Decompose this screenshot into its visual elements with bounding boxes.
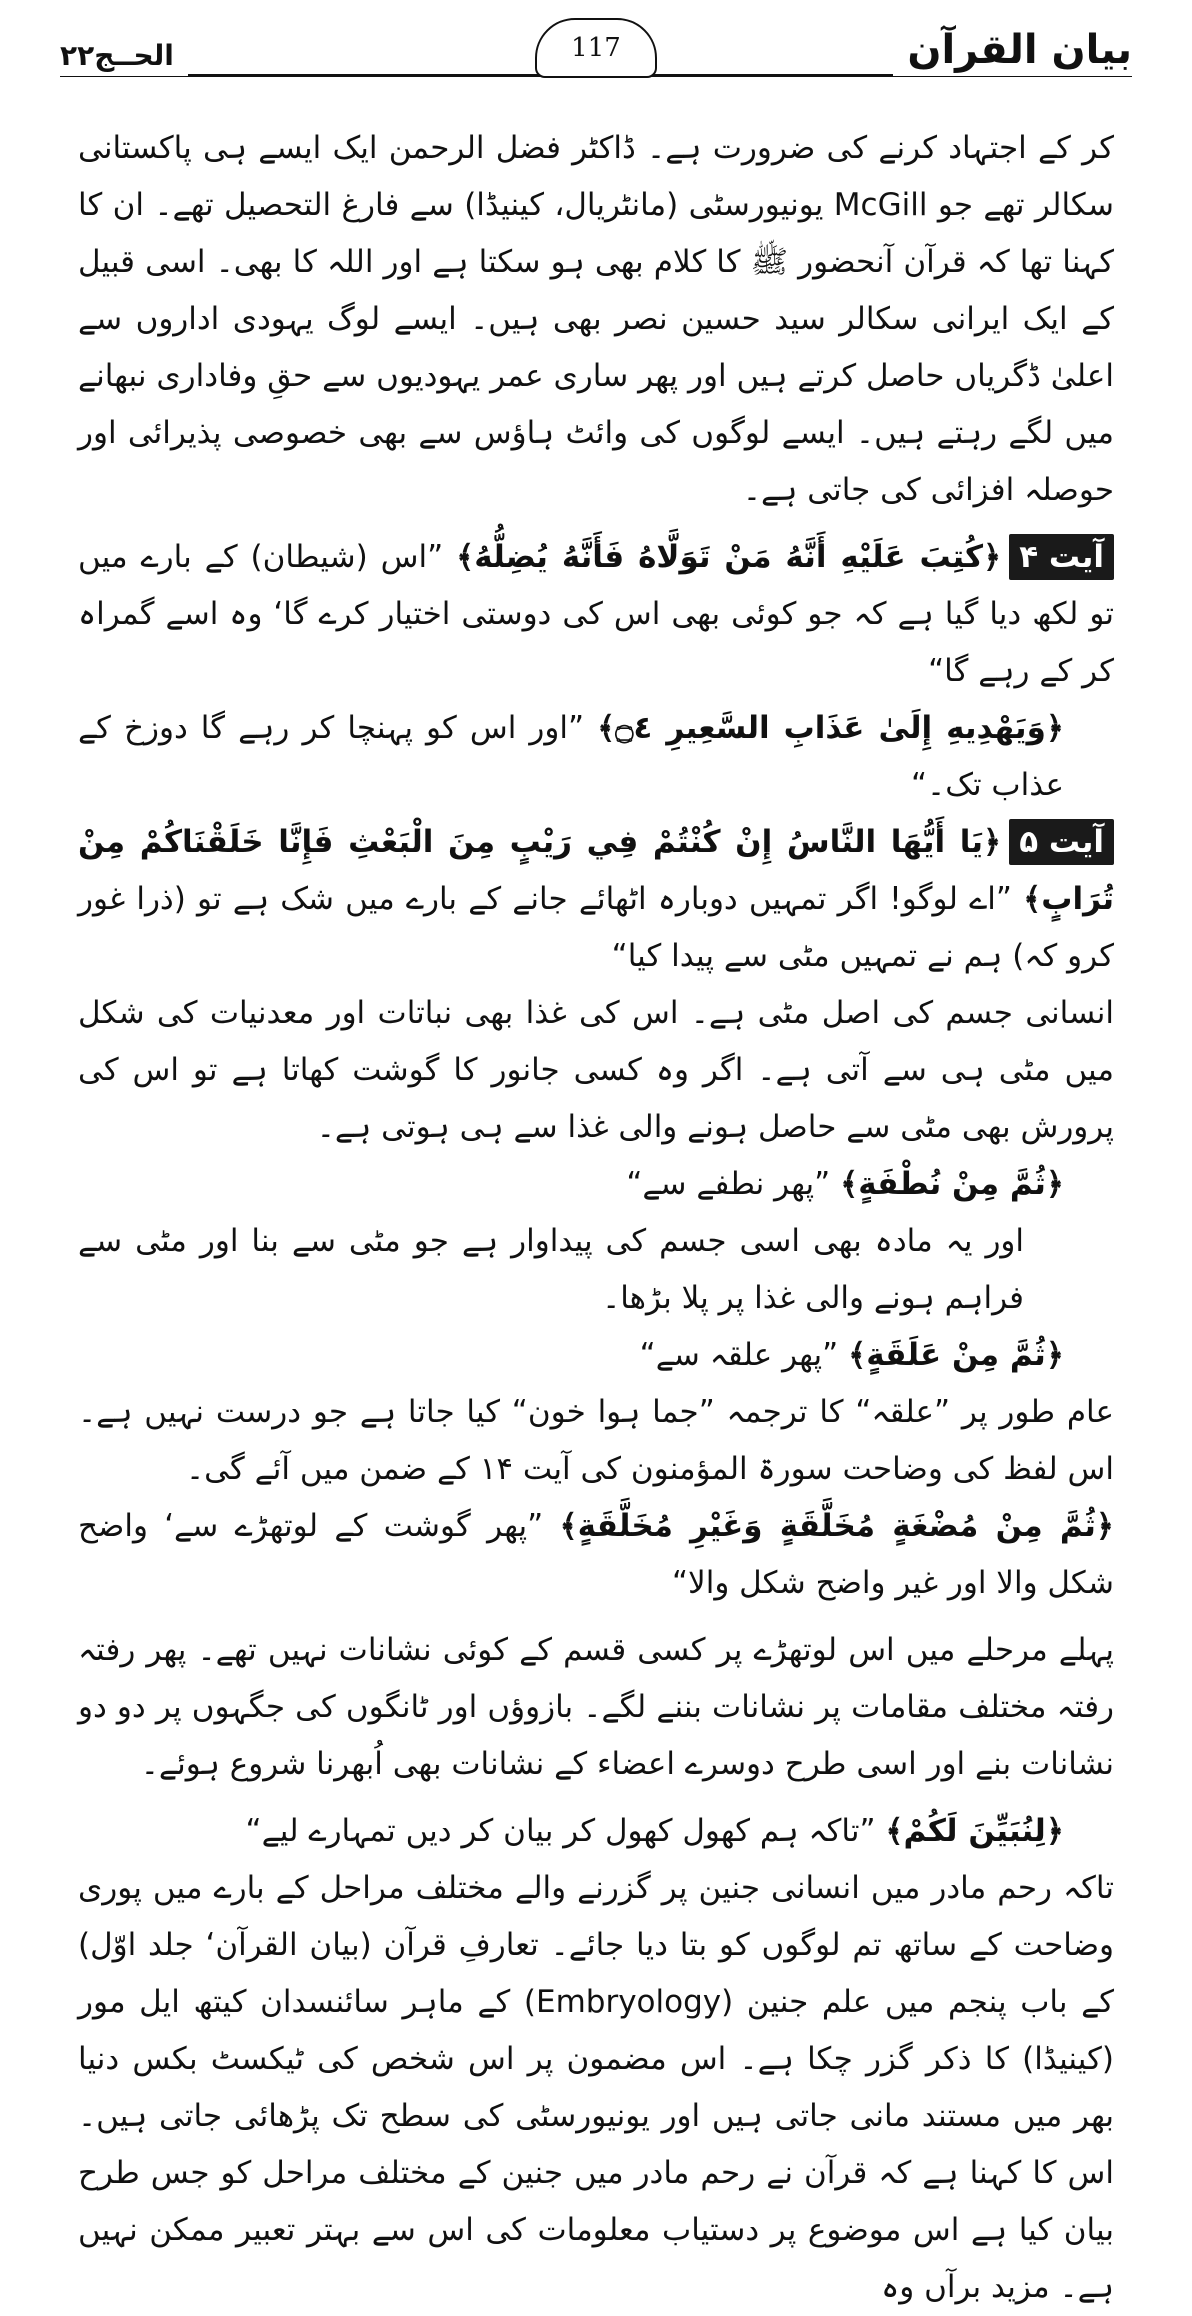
verse-translation: ”پھر نطفے سے“: [626, 1166, 831, 1202]
verse-fragment-alaqah: [78, 1327, 1114, 1384]
page-body: [78, 120, 1114, 2316]
verse-5: [78, 814, 1114, 985]
verse-translation: ”تاکہ ہم کھول کھول کر بیان کر دیں تمہارے لیے“: [245, 1813, 876, 1849]
arabic-verse: ﴿لِنُبَيِّنَ لَكُمْ﴾: [885, 1813, 1064, 1849]
page-header: [60, 18, 1132, 88]
verse-translation: ”اے لوگو! اگر تمہیں دوبارہ اٹھائے جانے کے بارے میں شک ہے تو (ذرا غور کرو کہ) ہم نے تمہیں مٹی سے پیدا کیا“: [78, 881, 1114, 974]
paragraph-text: پہلے مرحلے میں اس لوتھڑے پر کسی قسم کے کوئی نشانات نہیں تھے۔ پھر رفتہ رفتہ مختلف مقامات پر نشانات بننے لگے۔ بازوؤں اور ٹانگوں کی جگہوں پر دو دو نشانات بنے اور اسی طرح دوسرے اعضاء کے نشانات بھی اُبھرنا شروع ہوئے۔: [78, 1632, 1114, 1782]
surah-label: الحــج۲۲: [60, 36, 188, 76]
verse-translation: ”اس (شیطان) کے بارے میں تو لکھ دیا گیا ہے کہ جو کوئی بھی اس کی دوستی اختیار کرے گا‘ وہ اسے گمراہ کر کے رہے گا“: [78, 539, 1114, 689]
verse-label: آیت ۴: [1009, 534, 1114, 580]
verse-4-continuation: [78, 700, 1114, 814]
paragraph-text: تاکہ رحم مادر میں انسانی جنین پر گزرنے والے مختلف مراحل کے بارے میں پوری وضاحت کے ساتھ تم لوگوں کو بتا دیا جائے۔ تعارفِ قرآن (بیان القرآن‘ جلد اوّل) کے باب پنجم میں علم جنین (Embryology) کے ماہر سائنسدان کیتھ ایل مور (کینیڈا) کا ذکر گزر چکا ہے۔ اس مضمون پر اس شخص کی ٹیکسٹ بکس دنیا بھر میں مستند مانی جاتی ہیں اور یونیورسٹی کی سطح تک پڑھائی جاتی ہیں۔ اس کا کہنا ہے کہ قرآن نے رحم مادر میں جنین کے مختلف مراحل کو جس طرح بیان کیا ہے اس موضوع پر دستیاب معلومات کی اس سے بہتر تعبیر ممکن نہیں ہے۔ مزید برآں وہ: [78, 1870, 1114, 2305]
commentary-paragraph: [78, 1622, 1114, 1793]
arabic-verse: ﴿كُتِبَ عَلَيْهِ أَنَّهُ مَنْ تَوَلَّاهُ فَأَنَّهُ يُضِلُّهُ﴾: [456, 539, 1002, 575]
paragraph-intro: [78, 120, 1114, 519]
paragraph-text: کر کے اجتہاد کرنے کی ضرورت ہے۔ ڈاکٹر فضل الرحمن ایک ایسے ہی پاکستانی سکالر تھے جو McGill یونیورسٹی (مانٹریال، کینیڈا) سے فارغ التحصیل تھے۔ ان کا کہنا تھا کہ قرآن آنحضور ﷺ کا کلام بھی ہو سکتا ہے اور اللہ کا بھی۔ اسی قبیل کے ایک ایرانی سکالر سید حسین نصر بھی ہیں۔ ایسے لوگ یہودی اداروں سے اعلیٰ ڈگریاں حاصل کرتے ہیں اور پھر ساری عمر یہودیوں سے حقِ وفاداری نبھانے میں لگے رہتے ہیں۔ ایسے لوگوں کی وائٹ ہاؤس سے بھی خصوصی پذیرائی اور حوصلہ افزائی کی جاتی ہے۔: [78, 130, 1114, 508]
commentary-paragraph: [78, 1213, 1114, 1327]
verse-translation: ”پھر گوشت کے لوتھڑے سے‘ واضح شکل والا اور غیر واضح شکل والا“: [78, 1508, 1114, 1601]
verse-4: [78, 529, 1114, 700]
paragraph-text: عام طور پر ”علقہ“ کا ترجمہ ”جما ہوا خون“ کیا جاتا ہے جو درست نہیں ہے۔ اس لفظ کی وضاحت سورۃ المؤمنون کی آیت ۱۴ کے ضمن میں آئے گی۔: [78, 1394, 1114, 1487]
arabic-verse: ﴿يَا أَيُّهَا النَّاسُ إِنْ كُنْتُمْ فِي رَيْبٍ مِنَ الْبَعْثِ فَإِنَّا خَلَقْنَاكُمْ مِنْ تُرَابٍ﴾: [78, 824, 1114, 917]
arabic-verse: ﴿ثُمَّ مِنْ مُضْغَةٍ مُخَلَّقَةٍ وَغَيْرِ مُخَلَّقَةٍ﴾: [559, 1508, 1114, 1544]
commentary-paragraph: [78, 1384, 1114, 1498]
verse-fragment-nutfah: [78, 1156, 1114, 1213]
commentary-paragraph: [78, 985, 1114, 1156]
verse-translation: ”پھر علقہ سے“: [639, 1337, 839, 1373]
verse-fragment-mudghah: [78, 1498, 1114, 1612]
commentary-paragraph: [78, 1860, 1114, 2316]
verse-translation: ”اور اس کو پہنچا کر رہے گا دوزخ کے عذاب تک۔“: [78, 710, 1064, 803]
arabic-verse: ﴿ثُمَّ مِنْ نُطْفَةٍ﴾: [840, 1166, 1064, 1202]
arabic-verse: ﴿ثُمَّ مِنْ عَلَقَةٍ﴾: [848, 1337, 1064, 1373]
paragraph-text: اور یہ مادہ بھی اسی جسم کی پیداوار ہے جو مٹی سے بنا اور مٹی سے فراہم ہونے والی غذا پر پلا بڑھا۔: [78, 1223, 1024, 1316]
paragraph-text: انسانی جسم کی اصل مٹی ہے۔ اس کی غذا بھی نباتات اور معدنیات کی شکل میں مٹی ہی سے آتی ہے۔ اگر وہ کسی جانور کا گوشت کھاتا ہے تو اس کی پرورش بھی مٹی سے حاصل ہونے والی غذا سے ہی ہوتی ہے۔: [78, 995, 1114, 1145]
arabic-verse: ﴿وَيَهْدِيهِ إِلَىٰ عَذَابِ السَّعِيرِ ۝٤﴾: [597, 710, 1064, 746]
verse-fragment-linubayyina: [78, 1803, 1114, 1860]
book-title: بیان القرآن: [893, 24, 1132, 76]
verse-label: آیت ۵: [1009, 819, 1114, 865]
page-number: 117: [535, 18, 657, 78]
